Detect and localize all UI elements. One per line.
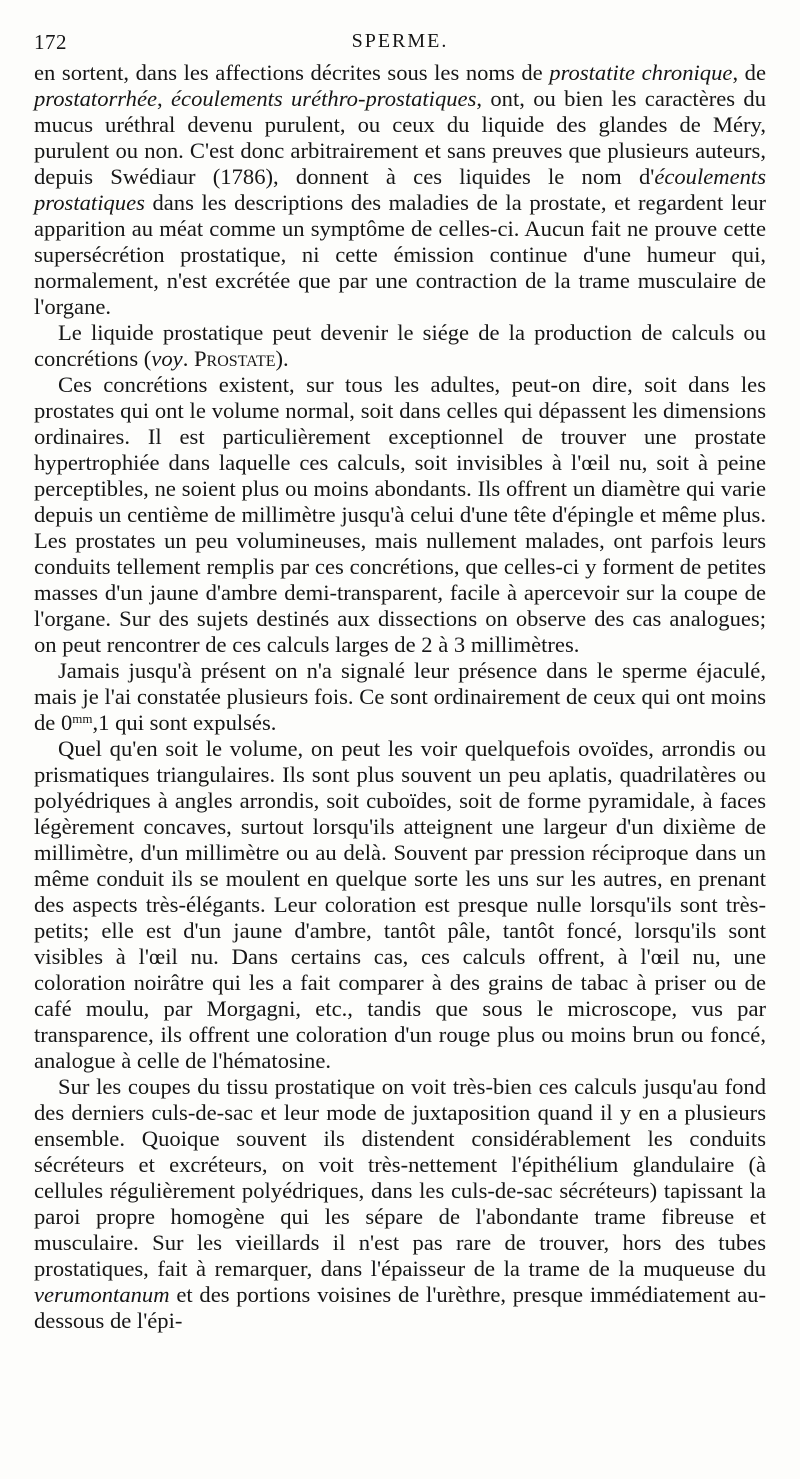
text-run: . <box>182 346 194 371</box>
small-caps-reference: Prostate <box>193 346 276 371</box>
page-header <box>34 30 766 60</box>
page-number: 172 <box>34 30 67 54</box>
text-run: ,1 qui sont expulsés. <box>92 710 277 735</box>
text-run: dans les descriptions des maladies de la prostate, et regardent leur apparition au méat comme un symptôme de celles-ci. Aucun fait ne prouve cette supersécrétion prostatique, ni cette émission continue d'une humeur qui, normalement, n'est excrétée que par une contraction de la trame musculaire de l'organe. <box>34 190 766 319</box>
italic-term: verumontanum <box>34 1282 170 1307</box>
text-run: , <box>157 86 172 111</box>
running-head: SPERME. <box>351 30 449 52</box>
text-run: Sur les coupes du tissu prostatique on voit très-bien ces calculs jusqu'au fond des derniers culs-de-sac et leur mode de juxtaposition quand il y en a plusieurs ensemble. Quoique souvent ils distendent considérablement les conduits sécréteurs et excréteurs, on voit très-nettement l'épithélium glandulaire (à cellules régulièrement polyédriques, dans les culs-de-sac sécréteurs) tapissant la paroi propre homogène qui les sépare de l'abondante trame fibreuse et musculaire. Sur les vieillards il n'est pas rare de trouver, hors des tubes prostatiques, fait à remarquer, dans l'épaisseur de la trame de la muqueuse du <box>34 1074 766 1281</box>
text-run: Quel qu'en soit le volume, on peut les voir quelquefois ovoïdes, arrondis ou prismatiques triangulaires. Ils sont plus souvent un peu aplatis, quadrilatères ou polyédriques à angles arrondis, soit cuboïdes, soit de forme pyramidale, à faces légèrement concaves, surtout lorsqu'ils atteignent une largeur d'un dixième de millimètre, d'un millimètre ou au delà. Souvent par pression réciproque dans un même conduit ils se moulent en quelque sorte les uns sur les autres, en prenant des aspects très-élégants. Leur coloration est presque nulle lorsqu'ils sont très-petits; elle est d'un jaune d'ambre, tantôt pâle, tantôt foncé, lorsqu'ils sont visibles à l'œil nu. Dans certains cas, ces calculs offrent, à l'œil nu, une coloration noirâtre qui les a fait comparer à des grains de tabac à priser ou de café moulu, par Morgagni, etc., tandis que sous le microscope, vus par transparence, ils offrent une coloration d'un rouge plus ou moins brun ou foncé, analogue à celle de l'hématosine. <box>34 736 766 1073</box>
text-run: ). <box>275 346 289 371</box>
body-text <box>34 60 766 1334</box>
italic-term: voy <box>151 346 183 371</box>
text-run: et des portions voisines de l'urèthre, presque immédiatement au-dessous de l'épi- <box>34 1282 766 1333</box>
text-run: , de <box>732 60 766 85</box>
paragraph <box>34 372 766 658</box>
paragraph <box>34 736 766 1074</box>
text-run: Ces concrétions existent, sur tous les adultes, peut-on dire, soit dans les prostates qui ont le volume normal, soit dans celles qui dépassent les dimensions ordinaires. Il est particulièrement exceptionnel de trouver une prostate hypertrophiée dans laquelle ces calculs, soit invisibles à l'œil nu, soit à peine perceptibles, ne soient plus ou moins abondants. Ils offrent un diamètre qui varie depuis un centième de millimètre jusqu'à celui d'une tête d'épingle et même plus. Les prostates un peu volumineuses, mais nullement malades, ont parfois leurs conduits tellement remplis par ces concrétions, que celles-ci y forment de petites masses d'un jaune d'ambre demi-transparent, facile à apercevoir sur la coupe de l'organe. Sur des sujets destinés aux dissections on observe des cas analogues; on peut rencontrer de ces calculs larges de 2 à 3 millimètres. <box>34 372 766 657</box>
text-run: en sortent, dans les affections décrites sous les noms de <box>34 60 550 85</box>
paragraph <box>34 60 766 320</box>
paragraph <box>34 320 766 372</box>
italic-term: écoulements prostatiques <box>34 164 766 215</box>
paragraph <box>34 658 766 736</box>
text-run: Le liquide prostatique peut devenir le siége de la production de calculs ou concrétions ( <box>34 320 766 371</box>
italic-term: écoulements uréthro-prostatiques <box>171 86 477 111</box>
paragraph <box>34 1074 766 1334</box>
italic-term: prostatorrhée <box>34 86 158 111</box>
text-run: Jamais jusqu'à présent on n'a signalé leur présence dans le sperme éjaculé, mais je l'ai constatée plusieurs fois. Ce sont ordinairement de ceux qui ont moins de 0 <box>34 658 766 735</box>
unit-superscript: mm <box>72 711 93 726</box>
italic-term: prostatite chronique <box>549 60 733 85</box>
text-run: , ont, ou bien les caractères du mucus uréthral devenu purulent, ou ceux du liquide des glandes de Méry, purulent ou non. C'est donc arbitrairement et sans preuves que plusieurs auteurs, depuis Swédiaur (1786), donnent à ces liquides le nom d' <box>34 86 767 189</box>
